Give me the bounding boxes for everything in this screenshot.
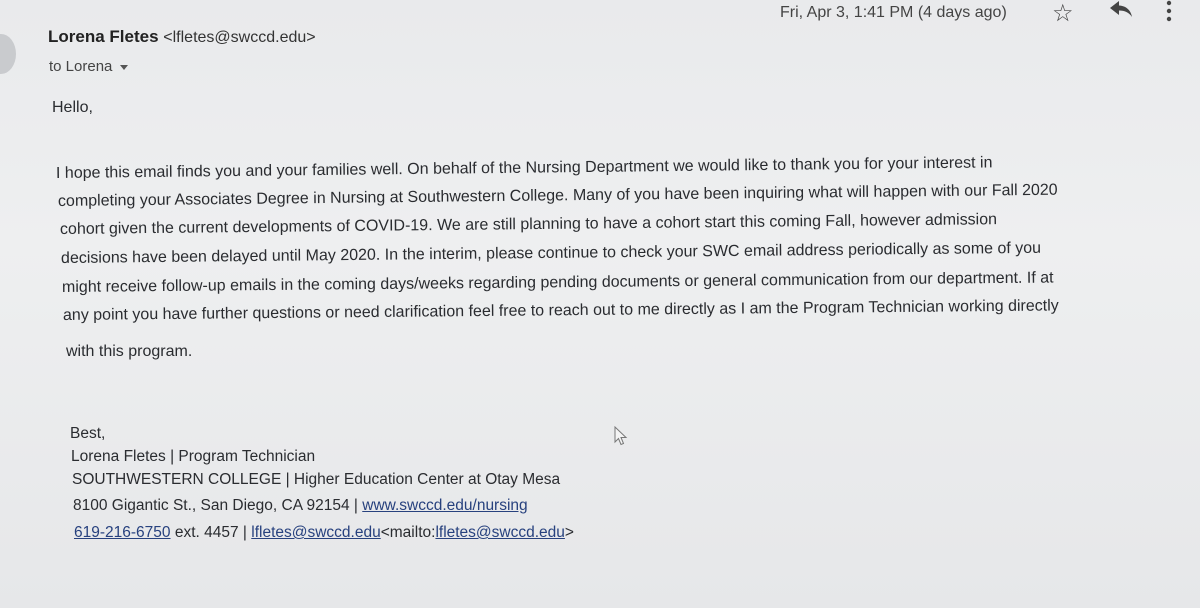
sender-avatar <box>0 34 16 74</box>
reply-icon[interactable] <box>1108 0 1134 20</box>
phone-extension: ext. 4457 | <box>170 524 252 541</box>
sender-header <box>48 27 316 47</box>
signature-address: 8100 Gigantic St., San Diego, CA 92154 | <box>73 497 363 514</box>
mailto-suffix: > <box>564 524 574 541</box>
body-line: completing your Associates Degree in Nursing at Southwestern College. Many of you have been inquiring what will happen with our Fall 2020 <box>57 181 1058 210</box>
signature-closing: Best, <box>70 425 106 442</box>
recipient-label: to Lorena <box>49 58 113 75</box>
recipient-details-toggle[interactable] <box>49 58 128 75</box>
email-greeting: Hello, <box>52 99 93 116</box>
website-link[interactable]: www.swccd.edu/nursing <box>362 497 528 514</box>
chevron-down-icon <box>120 65 128 70</box>
body-line: cohort given the current developments of COVID-19. We are still planning to have a cohort start this coming Fall, however admission <box>59 211 998 238</box>
email-timestamp: Fri, Apr 3, 1:41 PM (4 days ago) <box>780 4 1007 21</box>
more-vert-icon[interactable] <box>1166 0 1172 22</box>
mouse-pointer-icon <box>614 426 628 446</box>
signature-address-line <box>73 497 528 515</box>
body-line: with this program. <box>66 343 193 360</box>
body-line: might receive follow-up emails in the coming days/weeks regarding pending documents or general communication from our department. If at <box>61 269 1054 296</box>
phone-link[interactable]: 619-216-6750 <box>74 524 171 541</box>
signature-organization: SOUTHWESTERN COLLEGE | Higher Education Center at Otay Mesa <box>72 471 561 488</box>
star-icon[interactable]: ☆ <box>1052 0 1074 27</box>
signature-name-title: Lorena Fletes | Program Technician <box>71 448 316 465</box>
mailto-email-link[interactable]: lfletes@swccd.edu <box>435 524 565 541</box>
email-link[interactable]: lfletes@swccd.edu <box>251 524 381 541</box>
body-line: decisions have been delayed until May 2020. In the interim, please continue to check your SWC email address periodically as some of you <box>60 239 1042 267</box>
body-line: I hope this email finds you and your families well. On behalf of the Nursing Department we would like to thank you for your interest in <box>55 154 993 182</box>
sender-name[interactable]: Lorena Fletes <box>48 27 159 46</box>
body-line: any point you have further questions or need clarification feel free to reach out to me directly as I am the Program Technician working directly <box>62 297 1059 324</box>
sender-email: <lfletes@swccd.edu> <box>163 29 316 46</box>
signature-contact-line <box>74 524 574 542</box>
mailto-prefix: <mailto: <box>380 524 436 541</box>
